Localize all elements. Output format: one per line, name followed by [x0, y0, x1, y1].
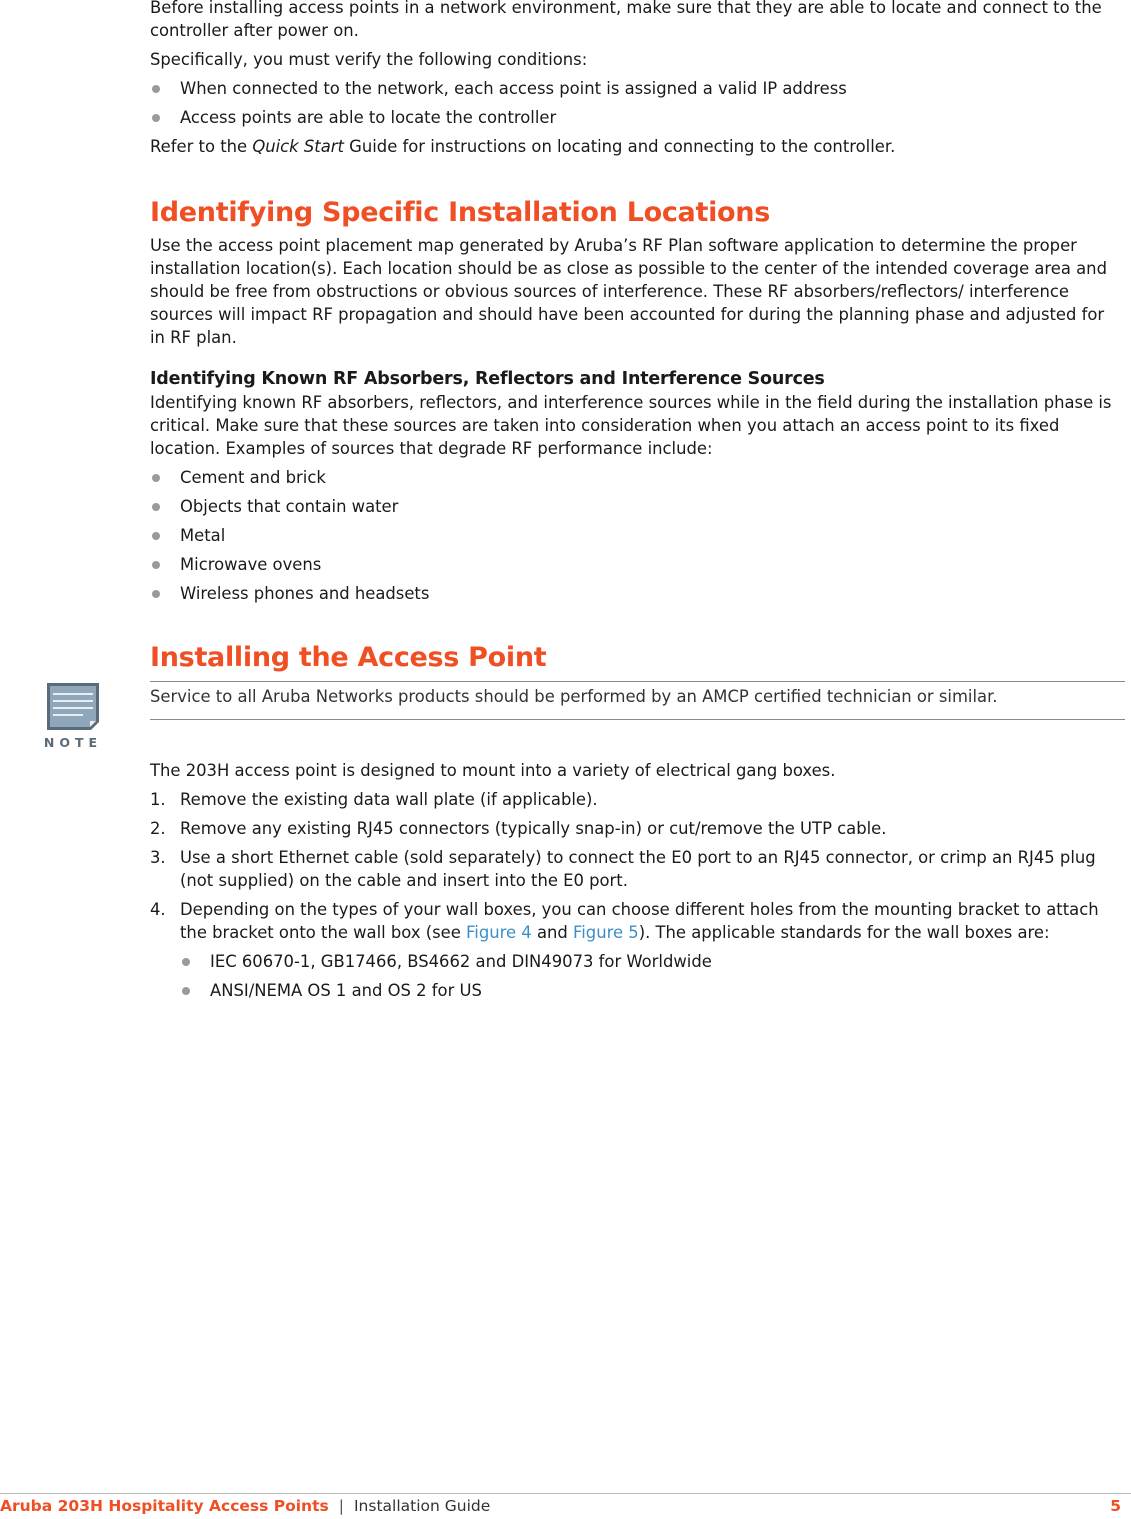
- install-steps-list: [150, 788, 1122, 1002]
- intro-paragraph: Before installing access points in a network environment, make sure that they are able to locate and connect to the controller after power on.: [150, 0, 1102, 40]
- installing-paragraph: The 203H access point is designed to mount into a variety of electrical gang boxes.: [150, 761, 836, 780]
- list-item: Microwave ovens: [150, 553, 1122, 576]
- section-heading-installing: Installing the Access Point: [150, 642, 547, 673]
- list-item: Metal: [150, 524, 1122, 547]
- figure-4-link[interactable]: Figure 4: [466, 923, 532, 942]
- locations-paragraph: Use the access point placement map generated by Aruba’s RF Plan software application to determine the proper installation location(s). Each location should be as close as possible to the center of the intended coverage area and should be free from obstructions or obvious sources of interference. These RF absorbers/reflectors/ interference sources will impact RF propagation and should have been accounted for during the planning phase and adjusted for in RF plan.: [150, 236, 1107, 347]
- bullet-icon: [152, 532, 160, 540]
- list-item: IEC 60670-1, GB17466, BS4662 and DIN49073 for Worldwide: [180, 950, 1122, 973]
- list-item: Access points are able to locate the controller: [150, 106, 1122, 129]
- list-item: Cement and brick: [150, 466, 1122, 489]
- section-heading-locations: Identifying Specific Installation Locations: [150, 197, 770, 228]
- bullet-icon: [182, 987, 190, 995]
- note-label: NOTE: [44, 735, 102, 750]
- note-top-divider: [150, 681, 1125, 682]
- quick-start-title: Quick Start: [252, 137, 344, 156]
- conditions-list: [150, 77, 1122, 129]
- footer-divider: [0, 1493, 1131, 1494]
- note-icon: [44, 681, 102, 751]
- list-item: 2. Remove any existing RJ45 connectors (typically snap-in) or cut/remove the UTP cable.: [150, 819, 887, 838]
- list-item: 3. Use a short Ethernet cable (sold separately) to connect the E0 port to an RJ45 connector, or crimp an RJ45 plug (not supplied) on the cable and insert into the E0 port.: [150, 848, 1096, 890]
- bullet-icon: [152, 474, 160, 482]
- list-item: Wireless phones and headsets: [150, 582, 1122, 605]
- footer-product-name: Aruba 203H Hospitality Access Points: [0, 1497, 329, 1515]
- page-footer: [0, 1496, 1121, 1516]
- bullet-icon: [152, 503, 160, 511]
- list-item: 4. Depending on the types of your wall boxes, you can choose different holes from the mounting bracket to attach the bracket onto the wall box (see Figure 4 and Figure 5). The applicable standards for the wall boxes are: IEC 60670-1, GB17466, BS4662 and DIN49073 for Worldwide ANSI/NEMA OS 1 and OS 2 for US: [150, 898, 1122, 1002]
- note-text: Service to all Aruba Networks products should be performed by an AMCP certified technician or similar.: [150, 687, 998, 706]
- page-content: [44, 0, 1122, 1008]
- list-item: ANSI/NEMA OS 1 and OS 2 for US: [180, 979, 1122, 1002]
- bullet-icon: [152, 561, 160, 569]
- refer-paragraph: Refer to the Quick Start Guide for instructions on locating and connecting to the controller.: [150, 137, 896, 156]
- rf-sources-list: [150, 466, 1122, 605]
- subsection-heading-rf: Identifying Known RF Absorbers, Reflectors and Interference Sources: [150, 369, 825, 389]
- bullet-icon: [152, 85, 160, 93]
- intro-section: [150, 0, 1122, 158]
- page-number: 5: [1110, 1497, 1121, 1515]
- standards-list: [180, 950, 1122, 1002]
- rf-paragraph: Identifying known RF absorbers, reflectors, and interference sources while in the field during the installation phase is critical. Make sure that these sources are taken into consideration when you attach an access point to its fixed location. Examples of sources that degrade RF performance include:: [150, 393, 1112, 458]
- bullet-icon: [152, 114, 160, 122]
- footer-guide-title: Installation Guide: [353, 1497, 491, 1515]
- bullet-icon: [152, 590, 160, 598]
- list-item: Objects that contain water: [150, 495, 1122, 518]
- note-bottom-divider: [150, 719, 1125, 720]
- figure-5-link[interactable]: Figure 5: [573, 923, 639, 942]
- note-callout: [44, 681, 1122, 757]
- conditions-lead: Specifically, you must verify the following conditions:: [150, 50, 588, 69]
- footer-separator: |: [338, 1497, 344, 1515]
- list-item: 1. Remove the existing data wall plate (if applicable).: [150, 790, 598, 809]
- bullet-icon: [182, 958, 190, 966]
- list-item: When connected to the network, each access point is assigned a valid IP address: [150, 77, 1122, 100]
